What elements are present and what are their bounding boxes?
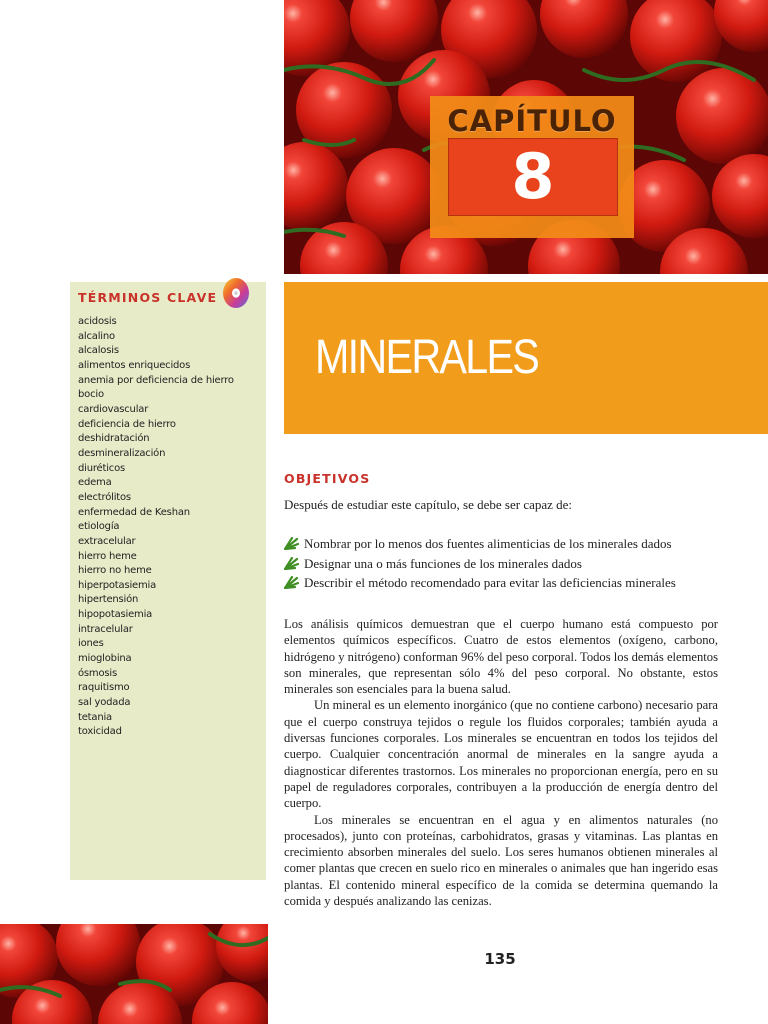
chapter-title: MINERALES bbox=[315, 331, 539, 384]
key-term: hierro no heme bbox=[78, 565, 152, 577]
key-term: mioglobina bbox=[78, 653, 132, 665]
key-term: deshidratación bbox=[78, 433, 150, 445]
key-term: raquitismo bbox=[78, 682, 130, 694]
cd-disc-icon bbox=[221, 276, 251, 310]
objectives-list bbox=[284, 536, 676, 595]
key-term: hierro heme bbox=[78, 550, 137, 562]
key-term: alcalosis bbox=[78, 345, 119, 357]
key-term: alcalino bbox=[78, 330, 115, 342]
chapter-title-band bbox=[284, 282, 768, 434]
chapter-badge bbox=[430, 96, 634, 238]
objective-text: Describir el método recomendado para evitar las deficiencias minerales bbox=[304, 575, 676, 590]
key-term: enfermedad de Keshan bbox=[78, 506, 190, 518]
key-term: desmineralización bbox=[78, 447, 166, 459]
key-term: alimentos enriquecidos bbox=[78, 359, 191, 371]
key-term: diuréticos bbox=[78, 462, 126, 474]
key-term: hipertensión bbox=[78, 594, 139, 606]
leaf-bullet-icon bbox=[284, 537, 299, 550]
key-term: intracelular bbox=[78, 623, 133, 635]
tomato-photo-bottom bbox=[0, 924, 268, 1024]
objective-item bbox=[284, 556, 676, 576]
objective-text: Designar una o más funciones de los minerales dados bbox=[304, 555, 582, 571]
key-term: edema bbox=[78, 477, 112, 489]
objective-text: Nombrar por lo menos dos fuentes alimenticias de los minerales dados bbox=[304, 536, 672, 551]
leaf-bullet-icon bbox=[284, 576, 299, 589]
key-term: extracelular bbox=[78, 535, 136, 547]
key-term: etiología bbox=[78, 521, 120, 533]
body-paragraph: Los minerales se encuentran en el agua y en alimentos naturales (no procesados), junto con proteínas, carbohidratos, grasas y vitaminas. Las plantas en crecimiento absorben minerales del suelo. Los seres humanos obtienen minerales al comer plantas que crecen en suelo rico en minerales o animales que han ingerido esas plantas. El contenido mineral específico de la comida se determina quemando la comida y después analizando las cenizas. bbox=[284, 812, 718, 909]
key-term: acidosis bbox=[78, 316, 117, 327]
objective-item bbox=[284, 536, 676, 556]
key-term: deficiencia de hierro bbox=[78, 418, 176, 430]
objectives-intro: Después de estudiar este capítulo, se debe ser capaz de: bbox=[284, 497, 573, 512]
leaf-bullet-icon bbox=[284, 557, 299, 570]
key-term: sal yodada bbox=[78, 697, 131, 709]
body-paragraph: Los análisis químicos demuestran que el cuerpo humano está compuesto por elementos químicos específicos. Cuatro de estos elementos (oxígeno, carbono, hidrógeno y nitrógeno) conforman 96% del peso corporal. Todos los demás elementos son minerales, que representan sólo 4% del peso corporal. No obstante, estos minerales son esenciales para la buena salud. bbox=[284, 617, 718, 697]
key-terms-list bbox=[78, 315, 234, 740]
body-text bbox=[284, 616, 718, 909]
objective-item bbox=[284, 575, 676, 595]
chapter-label: CAPÍTULO bbox=[447, 104, 617, 138]
key-terms-box bbox=[70, 282, 266, 880]
key-term: cardiovascular bbox=[78, 403, 149, 415]
chapter-number: 8 bbox=[511, 140, 555, 213]
key-term: tetania bbox=[78, 711, 112, 723]
page-number: 135 bbox=[484, 950, 516, 968]
key-term: hipopotasiemia bbox=[78, 609, 153, 621]
key-terms-heading: TÉRMINOS CLAVE bbox=[78, 290, 218, 305]
key-term: anemia por deficiencia de hierro bbox=[78, 374, 234, 386]
key-term: hiperpotasiemia bbox=[78, 579, 157, 591]
key-term: ósmosis bbox=[78, 667, 117, 679]
body-paragraph: Un mineral es un elemento inorgánico (que no contiene carbono) necesario para que el cuerpo construya tejidos o regule los fluidos corporales; también ayuda a diversas funciones corporales. Los minerales se encuentran en todos los tejidos del cuerpo. Cualquier concentración anormal de minerales en la sangre ayuda a diagnosticar diferentes trastornos. Los minerales no proporcionan energía, pero en su papel de reguladores corporales, contribuyen a la producción de energía dentro del cuerpo. bbox=[284, 698, 718, 811]
objectives-heading: OBJETIVOS bbox=[284, 471, 371, 486]
key-term: toxicidad bbox=[78, 726, 122, 738]
key-term: iones bbox=[78, 638, 104, 650]
chapter-number-box bbox=[448, 138, 618, 216]
key-term: electrólitos bbox=[78, 491, 131, 503]
key-term: bocio bbox=[78, 389, 104, 401]
